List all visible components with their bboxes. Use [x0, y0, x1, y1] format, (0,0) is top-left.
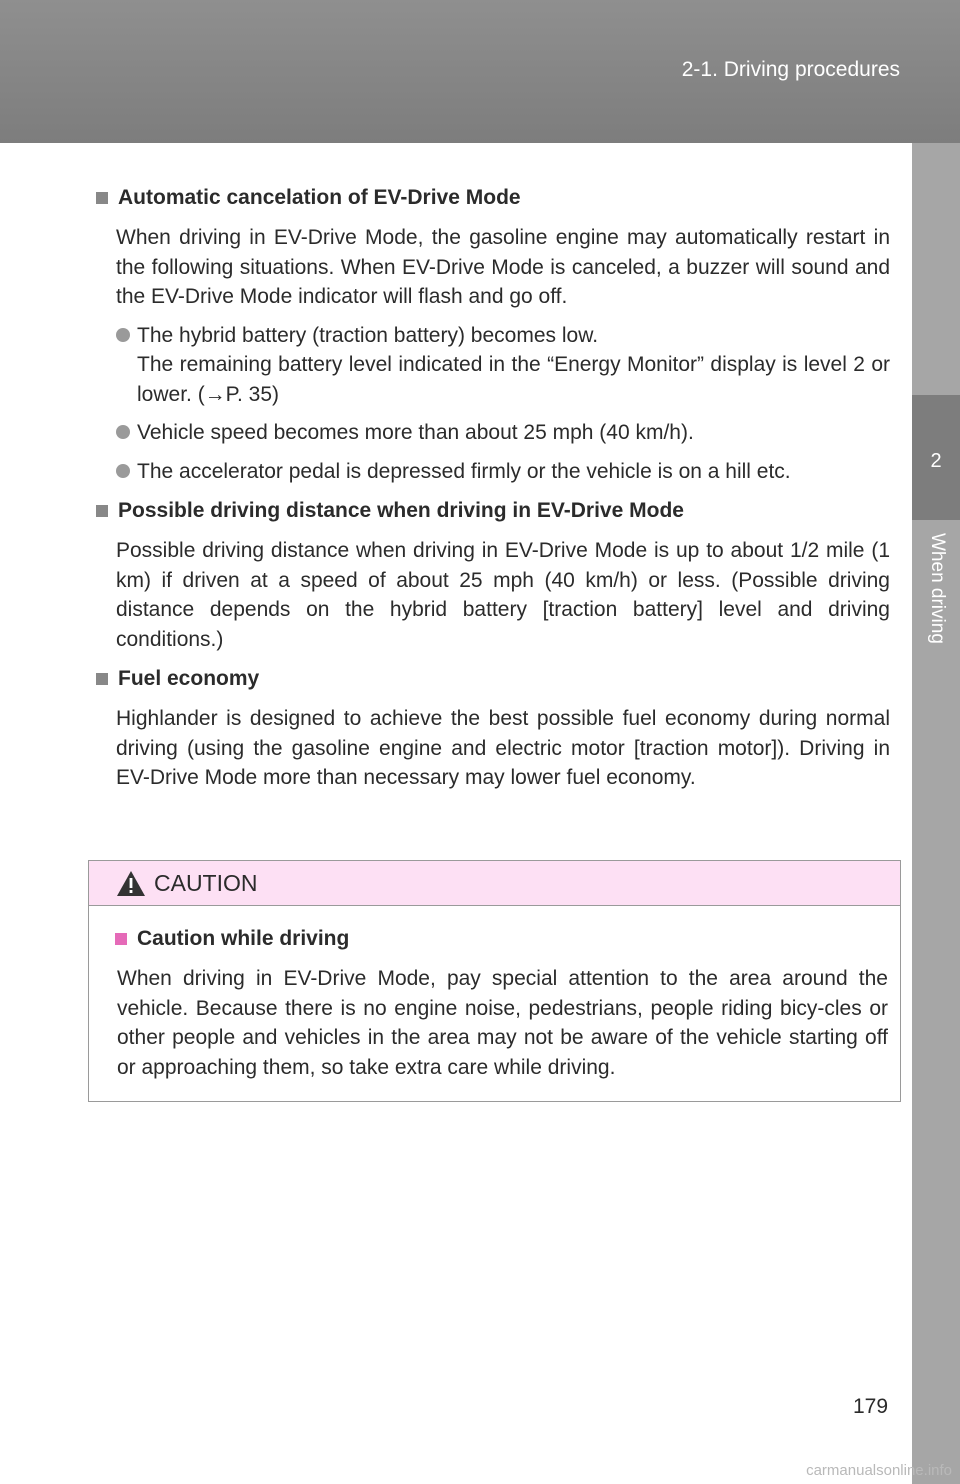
- warning-triangle-icon: [116, 870, 146, 897]
- section-heading-text: Automatic cancelation of EV-Drive Mode: [118, 186, 521, 209]
- section-driving-distance: [96, 496, 890, 654]
- caution-label: CAUTION: [154, 869, 258, 896]
- page-header: [0, 0, 960, 143]
- circle-bullet-icon: [116, 328, 130, 342]
- list-item: [116, 321, 890, 410]
- section-paragraph: Highlander is designed to achieve the best possible fuel economy during normal driving (using the gasoline engine and electric motor [traction motor]). Driving in EV-Drive Mode more than necessary may lower fuel economy.: [116, 707, 890, 789]
- caution-body: [89, 906, 900, 1082]
- chapter-number: 2: [930, 450, 942, 472]
- caution-paragraph: When driving in EV-Drive Mode, pay special attention to the area around the vehicle. Because there is no engine noise, pedestrians, people riding bicy-cles or other people and vehicles in the area may not be aware of the vehicle starting off or approaching them, so take extra care while driving.: [117, 967, 888, 1079]
- circle-bullet-icon: [116, 425, 130, 439]
- watermark: carmanualsonline.info: [806, 1462, 952, 1479]
- list-item-text: The hybrid battery (traction battery) becomes low.: [137, 323, 599, 347]
- list-item: [116, 418, 890, 448]
- section-heading-text: Possible driving distance when driving in EV-Drive Mode: [118, 499, 684, 522]
- square-bullet-icon: [96, 505, 108, 517]
- caution-box: [88, 860, 901, 1102]
- section-heading: [96, 183, 890, 213]
- section-heading-text: Fuel economy: [118, 667, 260, 690]
- section-auto-cancel: [96, 183, 890, 486]
- list-item-subtext: The remaining battery level indicated in the “Energy Monitor” display is level 2 or lower. (→P. 35): [137, 353, 890, 406]
- section-heading: [96, 664, 890, 694]
- page-number: 179: [853, 1395, 889, 1418]
- caution-heading: [115, 924, 888, 954]
- chapter-side-tab: [912, 143, 960, 1484]
- page-content: [96, 183, 890, 793]
- section-paragraph: When driving in EV-Drive Mode, the gasoline engine may automatically restart in the following situations. When EV-Drive Mode is canceled, a buzzer will sound and the EV-Drive Mode indicator will flash and go off.: [116, 226, 890, 308]
- caution-heading-text: Caution while driving: [137, 927, 350, 950]
- caution-header: [89, 861, 900, 906]
- chapter-label: When driving: [927, 533, 948, 644]
- list-item-text: Vehicle speed becomes more than about 25 mph (40 km/h).: [137, 421, 694, 444]
- section-heading: [96, 496, 890, 526]
- list-item: [116, 457, 890, 487]
- section-fuel-economy: [96, 664, 890, 793]
- section-title: 2-1. Driving procedures: [681, 58, 900, 81]
- square-bullet-icon: [115, 933, 127, 945]
- section-paragraph: Possible driving distance when driving in EV-Drive Mode is up to about 1/2 mile (1 km) if driven at a speed of about 25 mph (40 km/h) or less. (Possible driving distance depends on the hybrid battery [traction battery] level and driving conditions.): [116, 539, 890, 651]
- square-bullet-icon: [96, 673, 108, 685]
- square-bullet-icon: [96, 192, 108, 204]
- circle-bullet-icon: [116, 464, 130, 478]
- list-item-text: The accelerator pedal is depressed firmly or the vehicle is on a hill etc.: [137, 459, 791, 483]
